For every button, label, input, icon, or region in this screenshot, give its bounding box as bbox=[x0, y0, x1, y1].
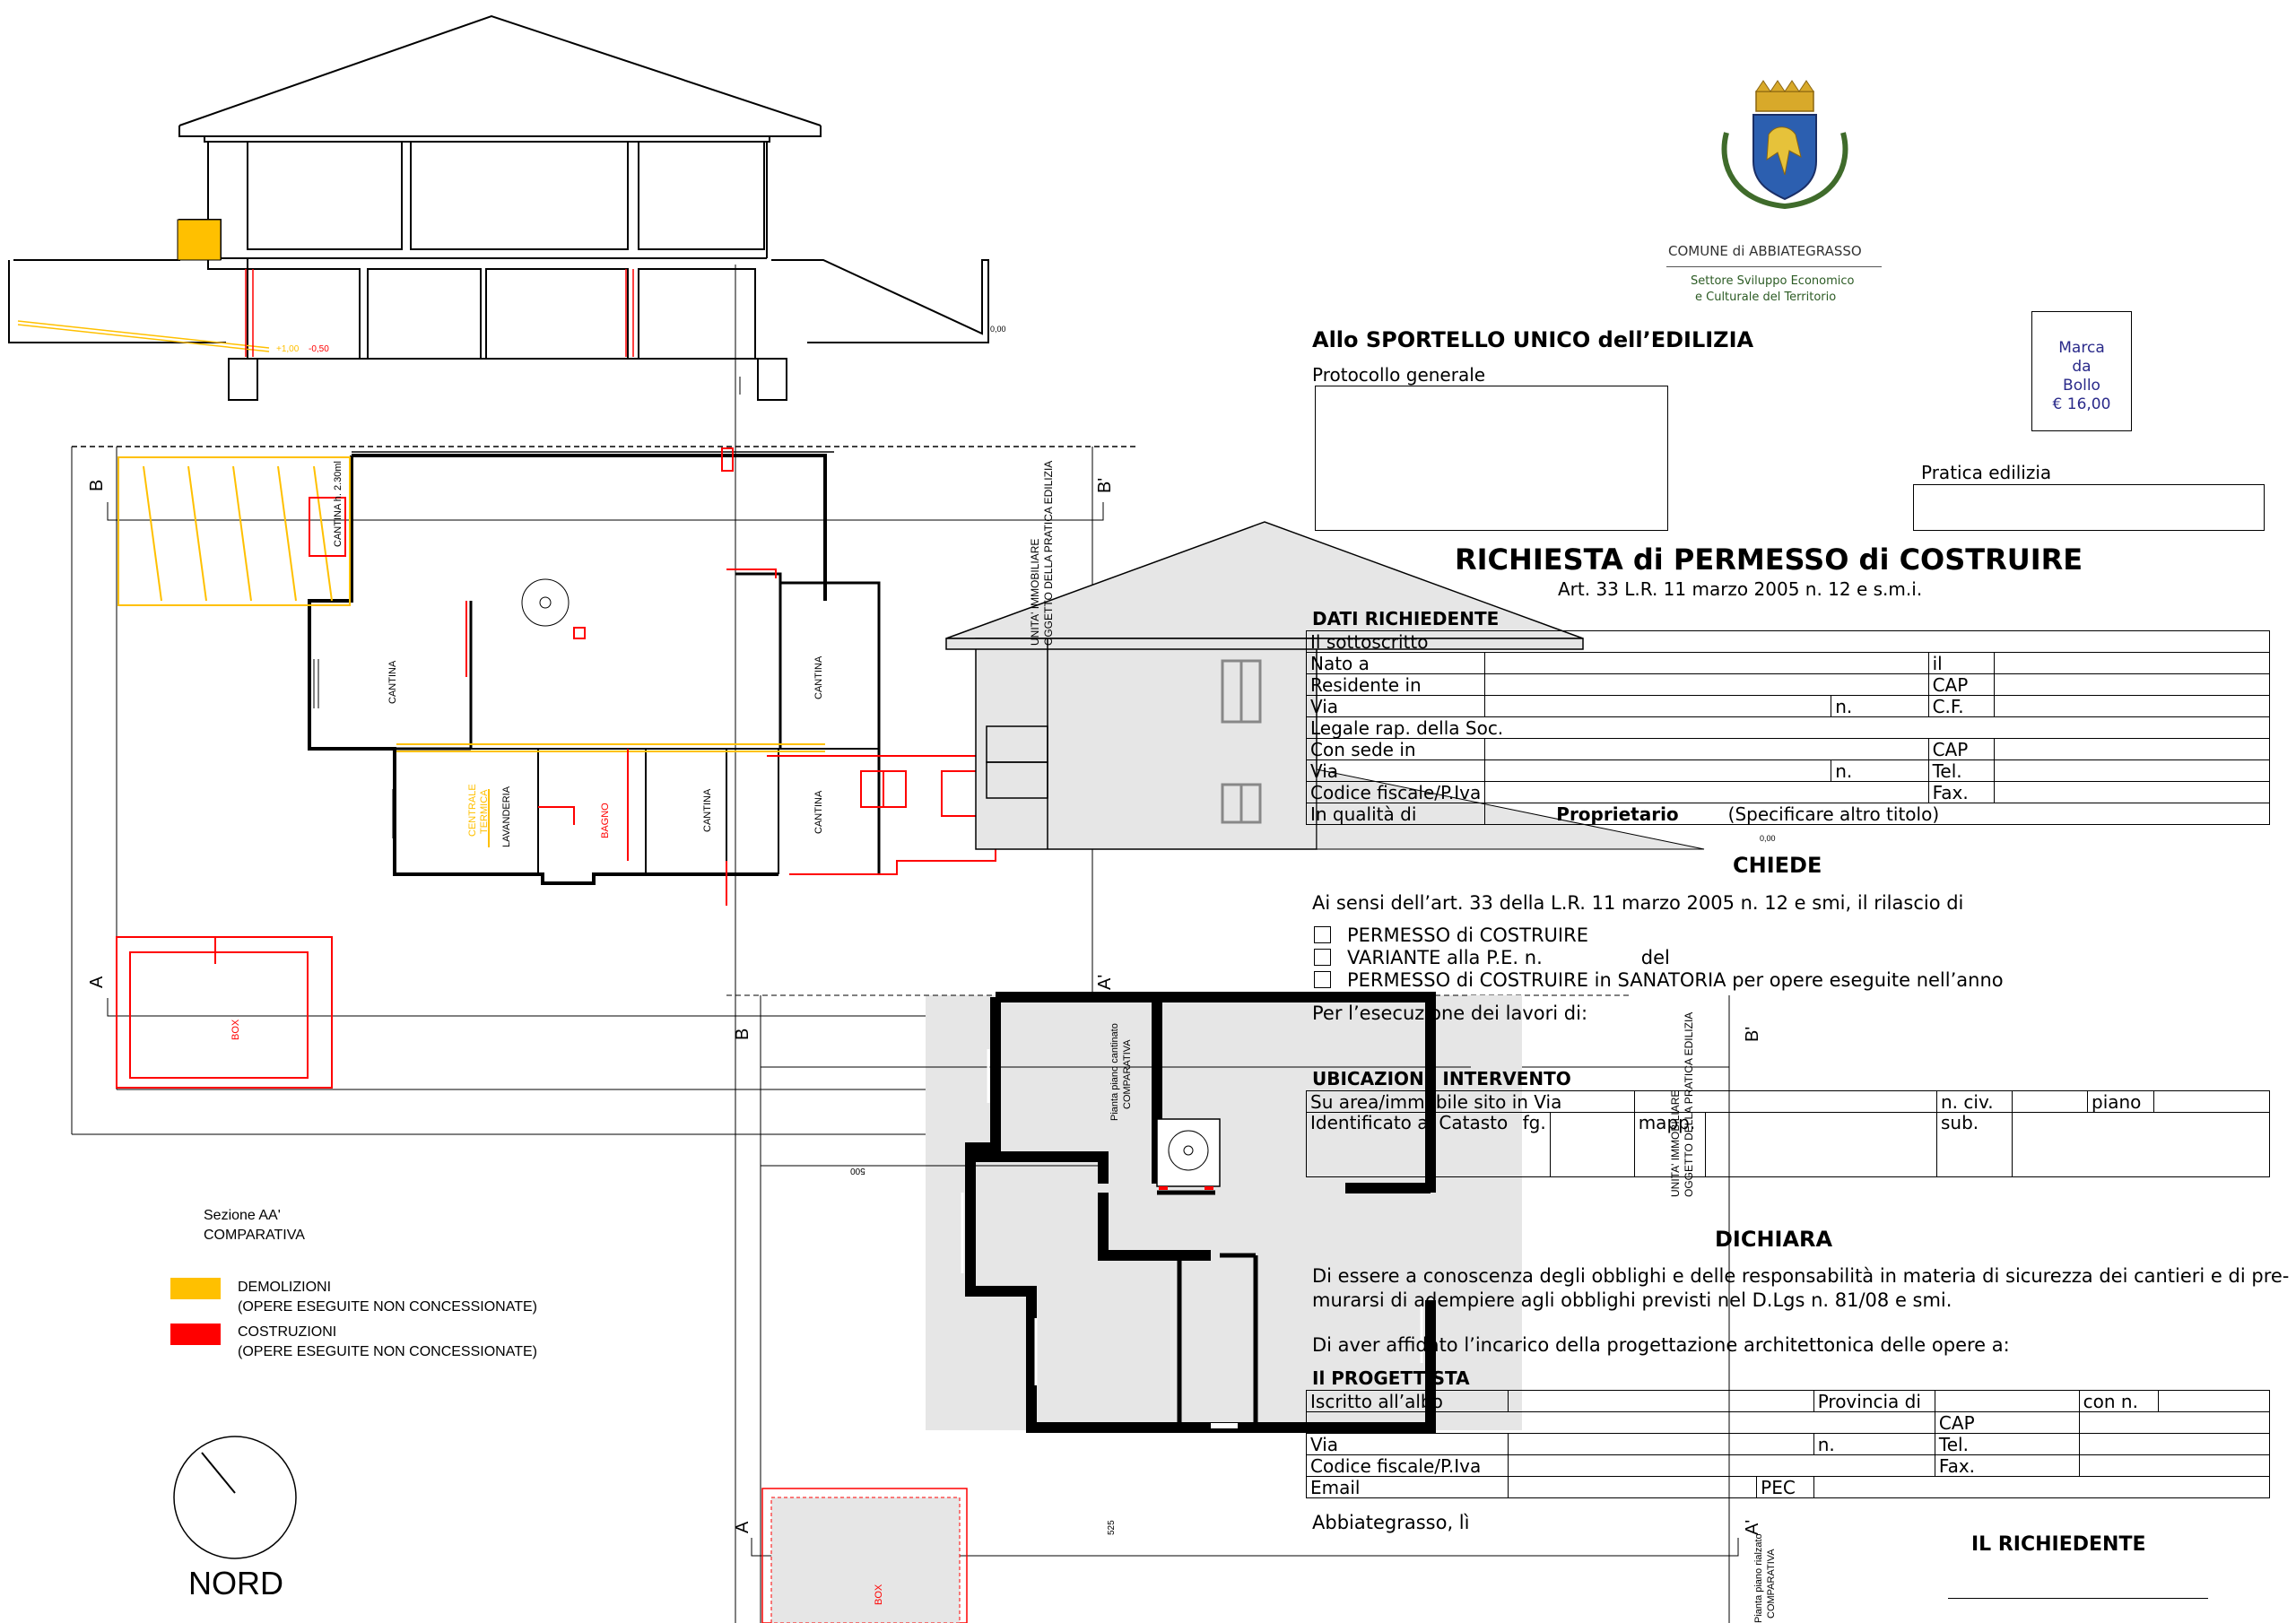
marca-line: Marca bbox=[2058, 339, 2105, 357]
checkbox[interactable] bbox=[1314, 971, 1331, 988]
il-field[interactable] bbox=[1995, 653, 2270, 674]
north-label: NORD bbox=[188, 1565, 283, 1601]
section-mark: B bbox=[733, 1028, 752, 1040]
sottoscritto-row[interactable]: Il sottoscritto bbox=[1307, 631, 2270, 653]
dichiara-text: Di aver affidato l’incarico della progettazione architettonica delle opere a: bbox=[1312, 1334, 2010, 1356]
plan-label: Pianta piano rialzato bbox=[1753, 1533, 1764, 1623]
unit-label: UNITA' IMMOBILIARE bbox=[1669, 1089, 1682, 1197]
plan-label: COMPARATIVA bbox=[1766, 1549, 1777, 1619]
unit-label: OGGETTO DELLA PRATICA EDILIZIA bbox=[1042, 460, 1055, 646]
via-field[interactable] bbox=[1485, 696, 1831, 717]
mapp-field[interactable] bbox=[1705, 1113, 1936, 1177]
cap-field[interactable] bbox=[2079, 1412, 2269, 1434]
section-mark: B' bbox=[1095, 477, 1115, 493]
chiede-intro: Ai sensi dell’art. 33 della L.R. 11 marzo 2005 n. 12 e smi, il rilascio di bbox=[1312, 892, 1964, 914]
richiedente-heading: DATI RICHIEDENTE bbox=[1312, 608, 1500, 629]
room-label: BAGNO bbox=[600, 803, 611, 838]
civ-field[interactable] bbox=[2013, 1091, 2088, 1113]
codice-field[interactable] bbox=[1485, 782, 1928, 803]
quota-zero-facade: 0,00 bbox=[1760, 834, 1776, 843]
progettista-table: Iscritto all’albo Provincia di con n. CAP Via n. Tel. Codice fiscale/P.Iva Fax. Email PEC bbox=[1306, 1390, 2270, 1498]
email-field[interactable] bbox=[1509, 1477, 1757, 1498]
legend-costruzioni-label: COSTRUZIONI bbox=[238, 1324, 337, 1340]
construction-lines bbox=[117, 448, 996, 1088]
checkbox[interactable] bbox=[1314, 926, 1331, 943]
legale-row[interactable]: Legale rap. della Soc. bbox=[1307, 717, 2270, 739]
dichiara-heading: DICHIARA bbox=[1715, 1227, 1833, 1252]
section-aa-drawing bbox=[9, 16, 988, 400]
plan-label: COMPARATIVA bbox=[1122, 1039, 1133, 1109]
room-label: BOX bbox=[874, 1584, 884, 1605]
qualita-field[interactable]: Proprietario (Specificare altro titolo) bbox=[1485, 803, 2270, 825]
dimension-label: 500 bbox=[850, 1166, 865, 1176]
room-label: BOX bbox=[230, 1019, 241, 1040]
plan-label: Pianta piano cantinato bbox=[1109, 1023, 1120, 1121]
section-mark: A bbox=[733, 1521, 752, 1533]
quota-minus-label: -0,50 bbox=[309, 344, 329, 354]
via-field[interactable] bbox=[1634, 1091, 1936, 1113]
section-mark: B bbox=[87, 479, 107, 491]
pratica-field[interactable] bbox=[1913, 484, 2265, 531]
con-n-field[interactable] bbox=[2158, 1391, 2269, 1412]
cap-field[interactable] bbox=[1995, 674, 2270, 696]
piano-field[interactable] bbox=[2154, 1091, 2270, 1113]
ubicazione-heading: UBICAZIONE INTERVENTO bbox=[1312, 1068, 1571, 1089]
cf-field[interactable] bbox=[1995, 696, 2270, 717]
albo-field[interactable] bbox=[1509, 1391, 1814, 1412]
unit-label: UNITA' IMMOBILIARE bbox=[1029, 538, 1041, 646]
chiede-heading: CHIEDE bbox=[1733, 853, 1822, 878]
header-divider bbox=[1666, 266, 1882, 267]
protocollo-label: Protocollo generale bbox=[1312, 364, 1486, 386]
room-label: TERMICA bbox=[479, 789, 490, 834]
marca-line: € 16,00 bbox=[2052, 395, 2111, 413]
via-field[interactable] bbox=[1509, 1434, 1814, 1455]
protocollo-field[interactable] bbox=[1315, 386, 1668, 531]
legend-costruzioni-swatch bbox=[170, 1324, 221, 1345]
name-field[interactable] bbox=[1307, 1412, 1935, 1434]
room-label: CANTINA bbox=[702, 788, 713, 832]
section-mark: A' bbox=[1743, 1519, 1762, 1535]
via-field[interactable] bbox=[1485, 760, 1831, 782]
coat-of-arms-icon bbox=[1725, 81, 1846, 206]
room-label: CANTINA bbox=[813, 655, 824, 699]
legend-section-subtitle: COMPARATIVA bbox=[204, 1228, 305, 1243]
room-label: CANTINA bbox=[813, 790, 824, 834]
marca-line: Bollo bbox=[2063, 377, 2100, 395]
page-subtitle: Art. 33 L.R. 11 marzo 2005 n. 12 e s.m.i. bbox=[1558, 578, 1923, 600]
legend-demolizioni-swatch bbox=[170, 1278, 221, 1299]
marca-line: da bbox=[2072, 358, 2092, 376]
legend-demolizioni-sub: (OPERE ESEGUITE NON CONCESSIONATE) bbox=[238, 1299, 537, 1315]
lavori-label: Per l’esecuzione dei lavori di: bbox=[1312, 1002, 1588, 1024]
marca-bollo-box bbox=[2031, 311, 2132, 431]
tel-field[interactable] bbox=[1995, 760, 2270, 782]
nato-field[interactable] bbox=[1485, 653, 1928, 674]
room-label: CANTINA bbox=[387, 660, 398, 704]
sub-field[interactable] bbox=[2013, 1113, 2270, 1177]
sportello-title: Allo SPORTELLO UNICO dell’EDILIZIA bbox=[1312, 327, 1754, 352]
settore-line2: e Culturale del Territorio bbox=[1695, 291, 1837, 304]
residente-field[interactable] bbox=[1485, 674, 1928, 696]
unit-label: OGGETTO DELLA PRATICA EDILIZIA bbox=[1683, 1011, 1695, 1197]
option-permesso[interactable]: PERMESSO di COSTRUIRE bbox=[1314, 926, 1588, 945]
page-title: RICHIESTA di PERMESSO di COSTRUIRE bbox=[1455, 542, 2083, 577]
provincia-field[interactable] bbox=[1935, 1391, 2079, 1412]
dichiara-text: Di essere a conoscenza degli obblighi e delle responsabilità in materia di sicurezza dei cantieri e di pre- bbox=[1312, 1265, 2290, 1287]
sede-field[interactable] bbox=[1485, 739, 1928, 760]
quota-plus-label: +1,00 bbox=[276, 344, 300, 354]
fg-field[interactable] bbox=[1550, 1113, 1634, 1177]
pec-field[interactable] bbox=[1813, 1477, 2269, 1498]
checkbox[interactable] bbox=[1314, 949, 1331, 966]
dichiara-text: murarsi di adempiere agli obblighi previsti nel D.Lgs n. 81/08 e smi. bbox=[1312, 1289, 1952, 1311]
option-variante[interactable]: VARIANTE alla P.E. n. del bbox=[1314, 949, 1670, 968]
room-label: CANTINA h. 2.30ml bbox=[333, 461, 344, 547]
section-mark: B' bbox=[1743, 1026, 1762, 1042]
progettista-heading: Il PROGETTISTA bbox=[1312, 1367, 1470, 1389]
luogo-data: Abbiategrasso, lì bbox=[1312, 1512, 1470, 1533]
legend-demolizioni-label: DEMOLIZIONI bbox=[238, 1280, 332, 1295]
settore-line1: Settore Sviluppo Economico bbox=[1691, 274, 1855, 288]
comune-name: COMUNE di ABBIATEGRASSO bbox=[1668, 243, 1862, 259]
quota-zero-label: 0,00 bbox=[990, 325, 1006, 334]
fax-field[interactable] bbox=[2079, 1455, 2269, 1477]
fax-field[interactable] bbox=[1995, 782, 2270, 803]
richiedente-table: Il sottoscritto Nato a il Residente in CAP Via n. C.F. Legale rap. della Soc. Con sede in CAP Via n. Tel. Codice fiscale/P.Iva Fax. In qualità di Proprietario (Specificare altro titolo) bbox=[1306, 630, 2270, 825]
legend-section-title: Sezione AA' bbox=[204, 1208, 281, 1223]
ubicazione-table: Su area/immobile sito in Via n. civ. piano Identificato al Catasto fg. mapp. sub. bbox=[1306, 1090, 2270, 1177]
north-arrow-icon bbox=[174, 1436, 296, 1558]
room-label: CENTRALE bbox=[467, 784, 478, 837]
tel-field[interactable] bbox=[2079, 1434, 2269, 1455]
richiedente-signature-label: IL RICHIEDENTE bbox=[1971, 1533, 2146, 1556]
section-mark: A bbox=[87, 976, 107, 988]
codice-field[interactable] bbox=[1509, 1455, 1935, 1477]
legend-costruzioni-sub: (OPERE ESEGUITE NON CONCESSIONATE) bbox=[238, 1344, 537, 1359]
room-label: LAVANDERIA bbox=[501, 785, 512, 847]
dimension-label: 525 bbox=[1107, 1520, 1117, 1535]
option-sanatoria[interactable]: PERMESSO di COSTRUIRE in SANATORIA per opere eseguite nell’anno bbox=[1314, 971, 2004, 990]
cap-field[interactable] bbox=[1995, 739, 2270, 760]
pratica-label: Pratica edilizia bbox=[1921, 462, 2052, 483]
section-mark: A' bbox=[1095, 974, 1115, 990]
signature-line[interactable] bbox=[1948, 1598, 2208, 1599]
